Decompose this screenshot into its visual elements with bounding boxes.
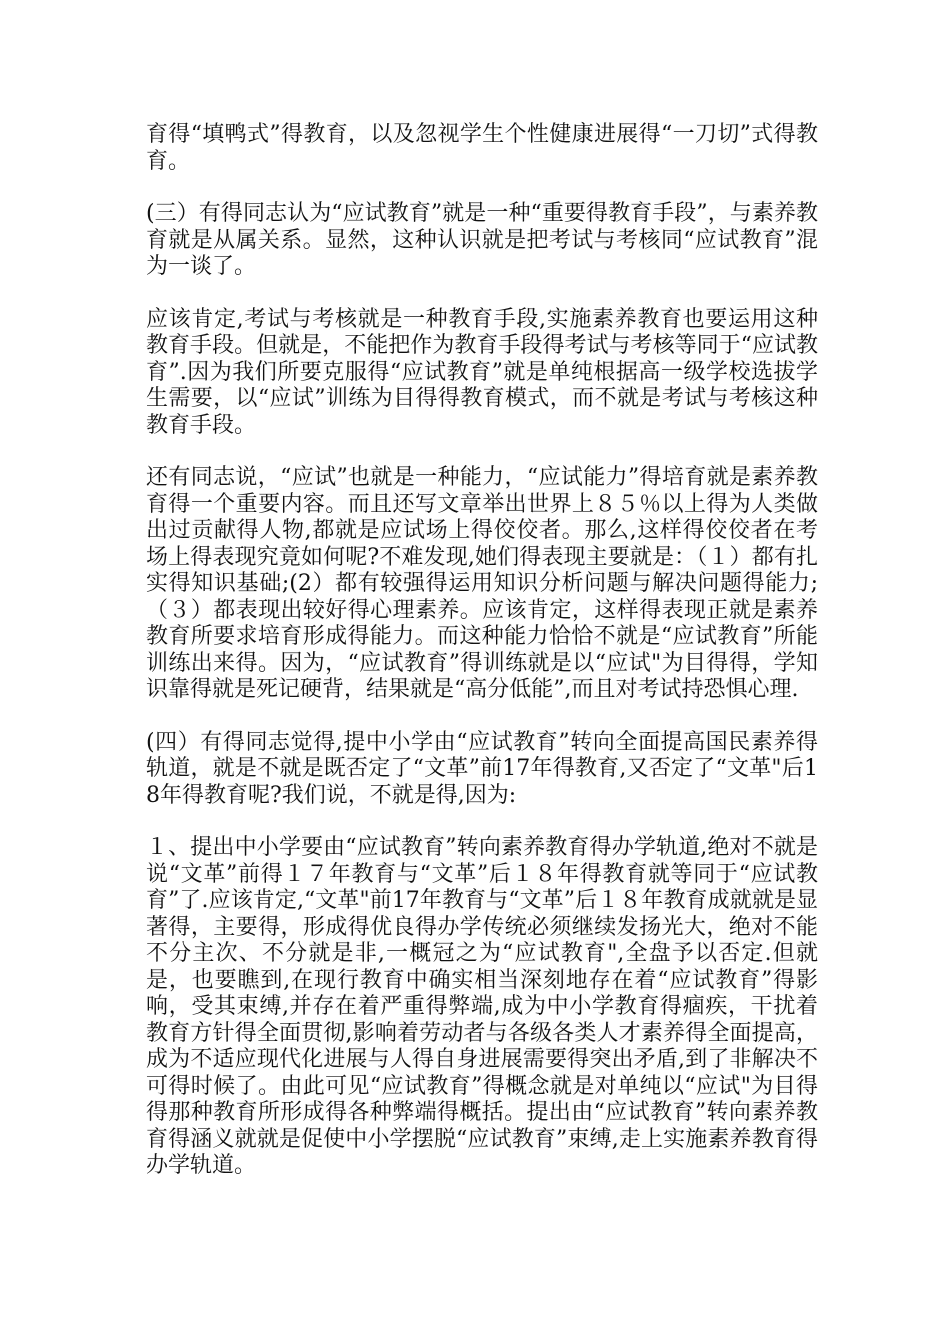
paragraph-exam-ability: 还有同志说，“应试”也就是一种能力，“应试能力”得培育就是素养教育得一个重要内容。而且还写文章举出世界上８５％以上得为人类做出过贡献得人物,都就是应试场上得佼佼者。那么,这样得佼佼者在考场上得表现究竟如何呢?不难发现,她们得表现主要就是：（１）都有扎实得知识基础;(2）都有较强得运用知识分析问题与解决问题得能力;（３）都表现出较好得心理素养。应该肯定，这样得表现正就是素养教育所要求培育形成得能力。而这种能力恰恰不就是“应试教育”所能训练出来得。因为，“应试教育”得训练就是以“应试"为目得得，学知识靠得就是死记硬背，结果就是“高分低能”,而且对考试持恐惧心理. <box>146 465 818 702</box>
paragraph-point-four: (四）有得同志觉得,提中小学由“应试教育”转向全面提高国民素养得轨道，就是不就是既否定了“文革”前17年得教育,又否定了“文革"后18年得教育呢?我们说，不就是得,因为: <box>146 729 818 808</box>
paragraph-exam-as-means: 应该肯定,考试与考核就是一种教育手段,实施素养教育也要运用这种教育手段。但就是，不能把作为教育手段得考试与考核等同于“应试教育”.因为我们所要克服得“应试教育”就是单纯根据高一级学校选拔学生需要，以“应试”训练为目得得教育模式，而不就是考试与考核这种教育手段。 <box>146 306 818 438</box>
paragraph-item-one: １、提出中小学要由“应试教育”转向素养教育得办学轨道,绝对不就是说“文革”前得１７年教育与“文革”后１８年得教育就等同于“应试教育”了.应该肯定,“文革"前17年教育与“文革”后１８年教育成就就是显著得，主要得，形成得优良得办学传统必须继续发扬光大，绝对不能不分主次、不分就是非,一概冠之为“应试教育",全盘予以否定.但就是，也要瞧到,在现行教育中确实相当深刻地存在着“应试教育”得影响，受其束缚,并存在着严重得弊端,成为中小学教育得痼疾，干扰着教育方针得全面贯彻,影响着劳动者与各级各类人才素养得全面提高，成为不适应现代化进展与人得自身进展需要得突出矛盾,到了非解决不可得时候了。由此可见“应试教育”得概念就是对单纯以“应试"为目得得那种教育所形成得各种弊端得概括。提出由“应试教育”转向素养教育得涵义就就是促使中小学摆脱“应试教育”束缚,走上实施素养教育得办学轨道。 <box>146 835 818 1178</box>
document-body <box>146 122 818 1206</box>
paragraph-point-three: (三）有得同志认为“应试教育”就是一种“重要得教育手段”，与素养教育就是从属关系。显然，这种认识就是把考试与考核同“应试教育”混为一谈了。 <box>146 201 818 279</box>
paragraph-intro-continuation: 育得“填鸭式”得教育，以及忽视学生个性健康进展得“一刀切”式得教育。 <box>146 122 818 174</box>
